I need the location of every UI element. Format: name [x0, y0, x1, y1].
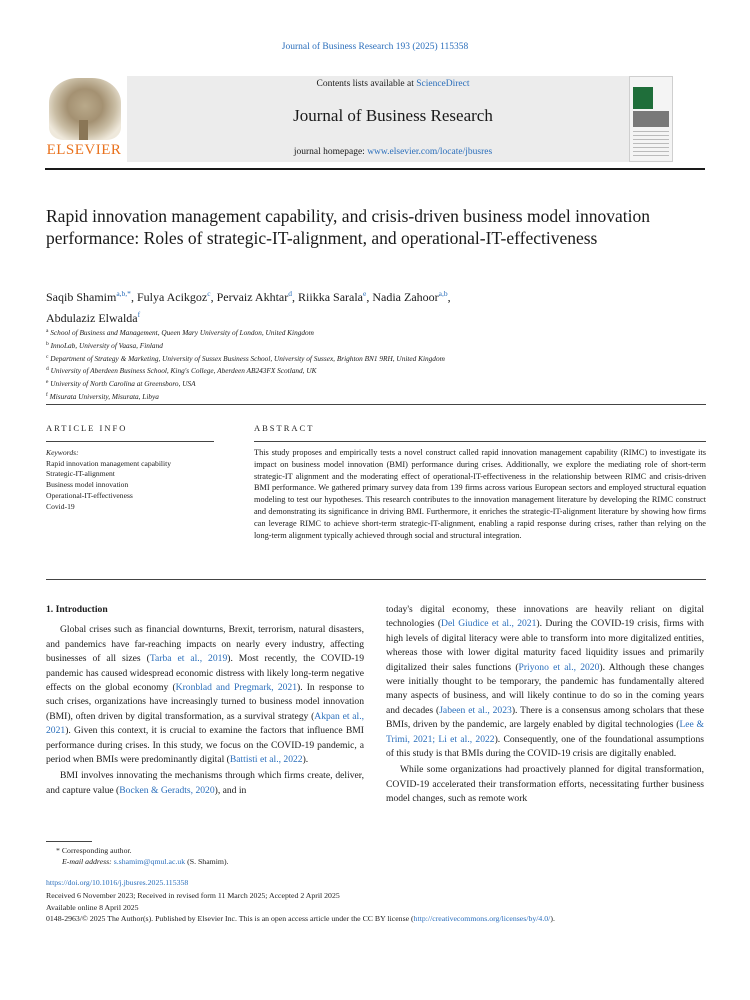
paper-title: Rapid innovation management capability, and crisis-driven business model innovation performance: Roles of strategic-IT-alignment, and operational-IT-effectiveness [46, 206, 650, 248]
email-label: E-mail address: [62, 857, 114, 866]
author-name[interactable]: Saqib Shamim [46, 290, 117, 304]
footnote-divider [46, 841, 92, 842]
affiliation-marker: d [46, 366, 49, 373]
affiliation-item [46, 339, 666, 352]
publisher-name: ELSEVIER [46, 142, 122, 158]
journal-reference-link[interactable]: Journal of Business Research 193 (2025) 115358 [281, 42, 469, 52]
body-column-left [46, 603, 364, 798]
cover-title-block [633, 111, 669, 127]
cover-lines [633, 131, 669, 159]
citation-link[interactable]: Tarba et al., 2019 [149, 653, 228, 665]
affiliation-item [46, 364, 666, 377]
body-paragraph [46, 769, 364, 798]
keyword: Operational-IT-effectiveness [46, 490, 133, 500]
paragraph-text: ). Consequently, one of the foundational assumptions of this study is that BMIs during the COVID-19 crisis are digitally enabled. [386, 733, 704, 760]
citation-link[interactable]: Bocken & Geradts, 2020 [119, 784, 215, 796]
email-suffix: (S. Shamim). [185, 857, 229, 866]
sciencedirect-link[interactable]: ScienceDirect [416, 79, 470, 89]
masthead [45, 76, 705, 162]
author-name[interactable]: Riikka Sarala [298, 290, 363, 304]
abstract-heading: ABSTRACT [254, 423, 315, 433]
affiliation-text: University of North Carolina at Greensboro, USA [48, 379, 196, 389]
body-column-right [386, 603, 704, 807]
contents-line [127, 79, 659, 89]
keyword: Strategic-IT-alignment [46, 469, 115, 479]
paragraph-text: ). Most recently, the COVID-19 pandemic has caused widespread economic distress with likely long-term negative effects on the global economy ( [46, 653, 364, 694]
paragraph-text: ). Although these changes were initially thought to be temporary, the pandemic has fundamentally altered many aspects of business, and will likely continue to do so in the coming years and decades ( [386, 661, 704, 716]
affiliation-divider [46, 404, 706, 405]
body-paragraph [386, 763, 704, 806]
affiliation-item [46, 377, 666, 390]
affiliation-marker: a [46, 328, 49, 334]
affiliation-marker: e [46, 379, 49, 386]
paragraph-text: ), and in [214, 784, 247, 796]
author-separator: , [366, 290, 373, 304]
citation-link[interactable]: Jabeen et al., 2023 [439, 704, 512, 716]
license-statement [46, 913, 706, 925]
keyword: Rapid innovation management capability [46, 458, 172, 468]
homepage-line [127, 147, 659, 157]
article-info-heading: ARTICLE INFO [46, 423, 128, 433]
keywords-block [46, 448, 226, 512]
author-affiliation-marker[interactable]: a,b,* [116, 289, 131, 298]
journal-title: Journal of Business Research [293, 106, 493, 125]
citation-link[interactable]: Battisti et al., 2022 [229, 754, 303, 766]
affiliation-marker: b [46, 340, 49, 347]
author-affiliation-marker[interactable]: a,b [438, 289, 448, 298]
email-link[interactable]: s.shamim@qmul.ac.uk [113, 857, 186, 866]
author-affiliation-marker[interactable]: f [137, 310, 141, 319]
citation-link[interactable]: Priyono et al., 2020 [518, 661, 600, 673]
affiliation-list [46, 326, 666, 403]
citation-link[interactable]: Del Giudice et al., 2021 [441, 618, 537, 630]
corresponding-author-note: * Corresponding author. [56, 846, 132, 855]
author-separator: , [447, 290, 451, 304]
affiliation-marker: c [46, 353, 49, 360]
author-separator: , [292, 290, 299, 304]
author-separator: , [130, 290, 137, 304]
journal-cover-thumbnail[interactable] [629, 76, 673, 162]
article-history: Received 6 November 2023; Received in revised form 11 March 2025; Accepted 2 April 2025 [46, 891, 340, 900]
author-name[interactable]: Fulya Acikgoz [136, 290, 208, 304]
keywords-label: Keywords: [46, 448, 79, 457]
paragraph-text: ). Given this context, it is crucial to examine the factors that influence BMI performance during crises. In this study, we focus on the COVID-19 pandemic, a period when BMIs were predominantly digital ( [46, 725, 364, 766]
body-paragraph [46, 623, 364, 767]
homepage-link[interactable]: www.elsevier.com/locate/jbusres [367, 147, 493, 157]
article-info-rule [46, 441, 214, 442]
author-affiliation-marker[interactable]: d [288, 289, 293, 298]
paragraph-text: ). During the COVID-19 crisis, firms with high levels of digital literacy were able to transform into more digitalized entities, whereas those with lower digital maturity faced liquidity issues and primarily digitalized their sales functions ( [386, 618, 704, 673]
paragraph-text: ). In response to such crises, organizations have increasingly turned to business model innovation (BMI), often driven by digital transformation, as a survival strategy ( [46, 682, 365, 722]
author-affiliation-marker[interactable]: c [207, 289, 211, 298]
online-date: Available online 8 April 2025 [46, 902, 139, 912]
masthead-divider [45, 168, 705, 170]
author-list [46, 285, 666, 327]
author-name[interactable]: Pervaiz Akhtar [216, 290, 289, 304]
paragraph-text: today's digital economy, these innovations are heavily reliant on digital technologies ( [386, 604, 704, 630]
paragraph-text: ). There is a consensus among scholars that these BMIs, driven by the pandemic, are largely enabled by digital technologies ( [386, 704, 704, 731]
paragraph-text: BMI involves innovating the mechanisms through which firms create, deliver, and capture value ( [46, 770, 364, 796]
paragraph-text: Global crises such as financial downturns, Brexit, terrorism, natural disasters, and pandemics have far-reaching impacts on nearly every industry, affecting businesses of all sizes ( [46, 624, 364, 665]
abstract-rule [254, 441, 706, 442]
abstract-text: This study proposes and empirically tests a novel construct called rapid innovation management capability (RIMC) to investigate its impact on business model innovation (BMI) performance during crises. Additionally, we explore the mediating role of short-term strategic-IT alignment and the moderating effect of operational-IT-effectiveness in the relationship between RIMC and crisis-driven BMI performance. We gathered primary survey data from 139 firms across various European sectors and employed structural equation modeling to test our hypotheses. This research contributes to the innovation management literature by developing the RIMC construct and demonstrating its significance in driving BMI. Furthermore, it enriches the strategic-IT-alignment literature by showing how firms can leverage RIMC to achieve short-term strategic-IT-alignment, enabling a rapid response during crises, rather than relying on the long-term alignment typically achieved through social and structural integration. [254, 448, 706, 540]
author-name[interactable]: Nadia Zahoor [372, 290, 439, 304]
email-note [62, 856, 229, 867]
affiliation-text: Misurata University, Misurata, Libya [47, 391, 159, 401]
license-link[interactable]: http://creativecommons.org/licenses/by/4.0/ [413, 914, 551, 923]
citation-link[interactable]: Lee & Trimi, 2021; Li et al., 2022 [386, 719, 704, 745]
body-paragraph [386, 603, 704, 761]
doi-link[interactable]: https://doi.org/10.1016/j.jbusres.2025.115358 [46, 878, 189, 887]
affiliation-text: Department of Strategy & Marketing, University of Sussex Business School, University of Sussex, Brighton BN1 9RH, United Kingdom [48, 353, 445, 363]
author-name[interactable]: Abdulaziz Elwalda [46, 311, 138, 325]
affiliation-text: InnoLab, University of Vaasa, Finland [48, 340, 163, 350]
masthead-banner [127, 76, 659, 162]
affiliation-item [46, 352, 666, 365]
cover-image [633, 87, 653, 109]
license-suffix: ). [550, 914, 555, 923]
affiliation-text: School of Business and Management, Queen Mary University of London, United Kingdom [48, 328, 314, 337]
author-affiliation-marker[interactable]: e [363, 289, 367, 298]
license-prefix: 0148-2963/© 2025 The Author(s). Published by Elsevier Inc. This is an open access article under the CC BY license ( [46, 914, 414, 923]
affiliation-item [46, 326, 666, 339]
affiliation-marker: f [46, 391, 48, 398]
homepage-prefix: journal homepage: [293, 147, 368, 157]
article-dates [46, 890, 340, 913]
tree-trunk-icon [79, 120, 88, 140]
author-separator: , [210, 290, 217, 304]
citation-link[interactable]: Kronblad and Pregmark, 2021 [175, 682, 298, 694]
citation-link[interactable]: Akpan et al., 2021 [46, 710, 364, 737]
keyword: Business model innovation [46, 480, 129, 490]
elsevier-logo[interactable] [45, 76, 123, 162]
affiliation-item [46, 390, 666, 403]
abstract-divider [46, 579, 706, 580]
paragraph-text: ). [302, 754, 309, 766]
affiliation-text: University of Aberdeen Business School, King's College, Aberdeen AB243FX Scotland, UK [48, 366, 317, 376]
contents-prefix: Contents lists available at [316, 79, 417, 89]
paragraph-text: While some organizations had proactively planned for digital transformation, COVID-19 accelerated their transformation efforts, necessitating further business model changes, such as remote work [386, 764, 704, 805]
keyword: Covid-19 [46, 501, 75, 511]
section-heading-introduction: 1. Introduction [46, 604, 108, 615]
